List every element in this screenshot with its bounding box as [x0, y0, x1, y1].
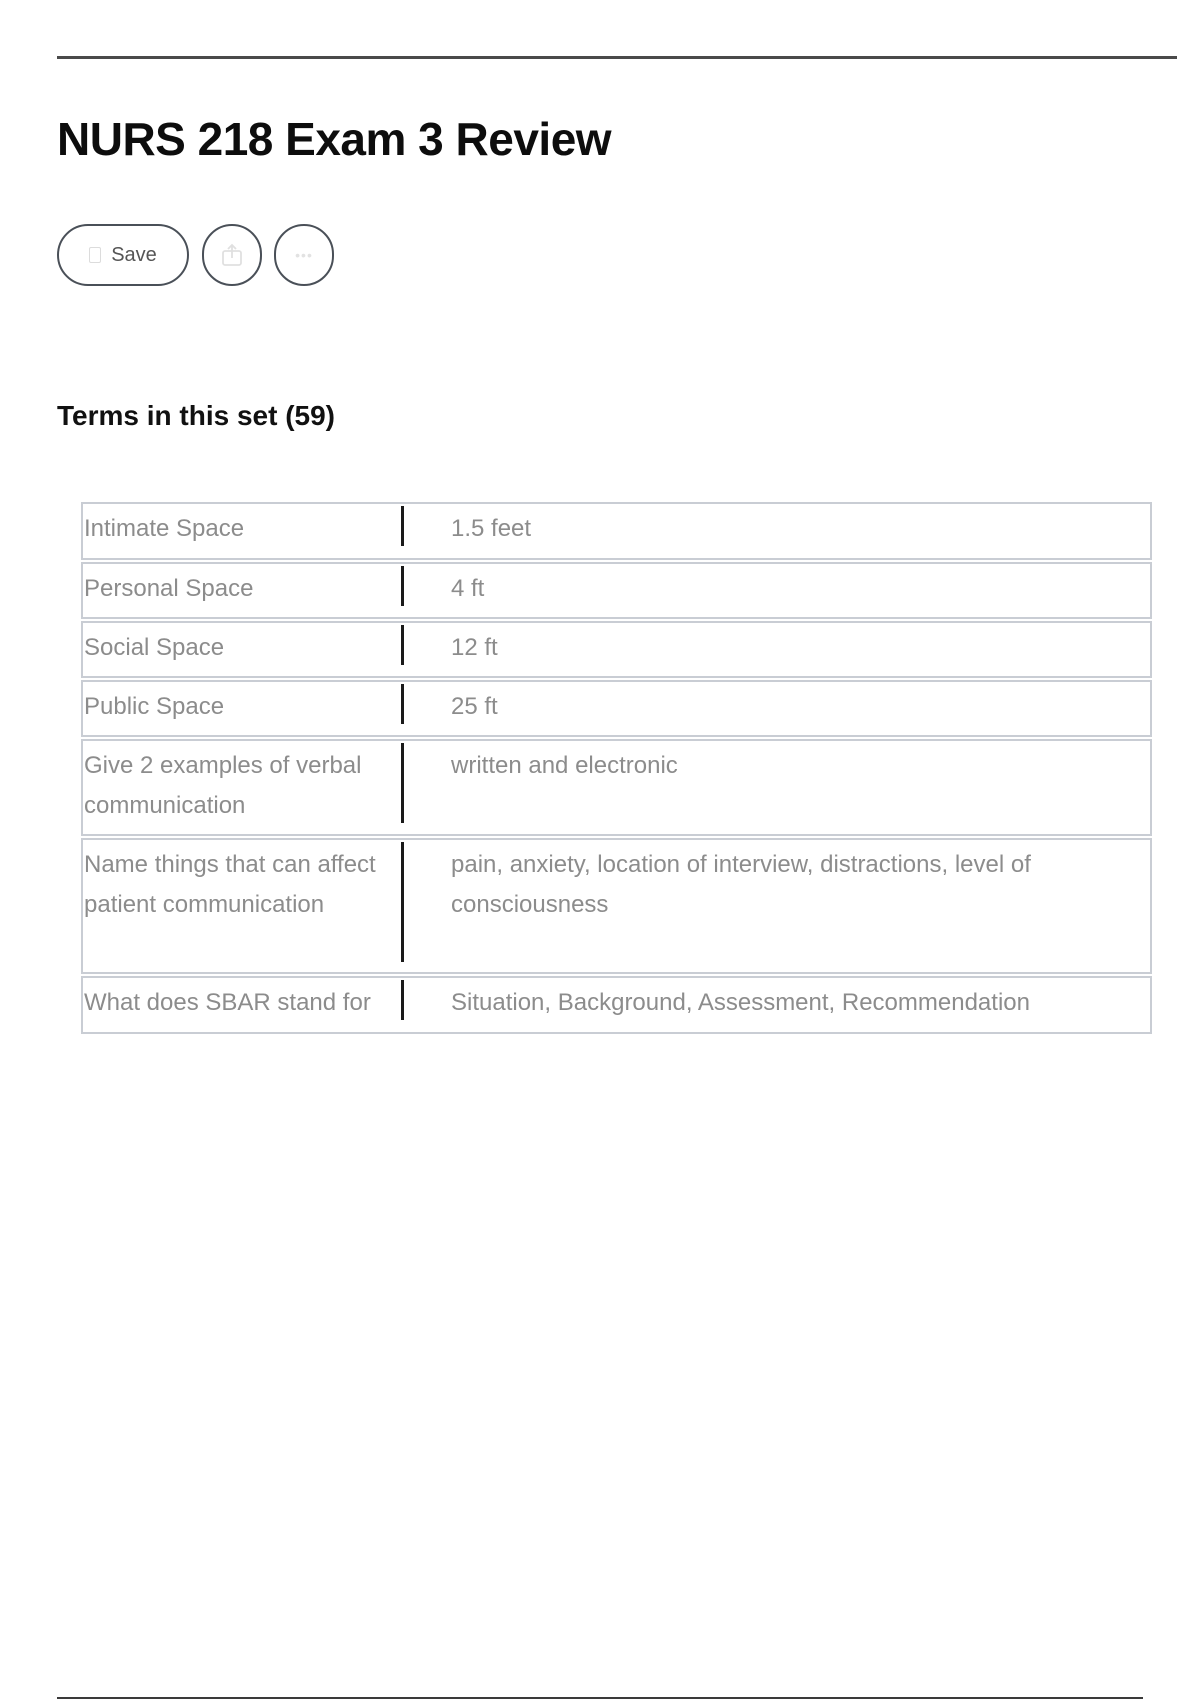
top-divider: [57, 56, 1177, 59]
row-divider: [401, 743, 404, 823]
term-text: Give 2 examples of verbal communication: [84, 752, 362, 819]
terms-table: [81, 502, 1152, 1036]
term-text: Public Space: [84, 693, 225, 720]
term-text: What does SBAR stand for: [84, 989, 371, 1016]
terms-count-heading: Terms in this set (59): [57, 400, 336, 431]
save-button[interactable]: [57, 224, 189, 286]
term-row: [81, 739, 1152, 836]
bottom-divider: [57, 1697, 1143, 1699]
term-row: [81, 976, 1152, 1034]
definition-text: 25 ft: [451, 693, 498, 720]
definition-text: 4 ft: [451, 575, 485, 602]
row-divider: [401, 980, 404, 1020]
term-row: [81, 621, 1152, 678]
term-row: [81, 562, 1152, 619]
definition-text: pain, anxiety, location of interview, distractions, level of consciousness: [451, 851, 1031, 918]
term-row: [81, 838, 1152, 974]
term-text: Intimate Space: [84, 515, 245, 542]
share-icon: [219, 242, 245, 268]
row-divider: [401, 625, 404, 665]
more-button[interactable]: [274, 224, 334, 286]
save-button-label: Save: [111, 243, 157, 266]
definition-text: Situation, Background, Assessment, Recommendation: [451, 989, 1030, 1016]
share-button[interactable]: [202, 224, 262, 286]
term-row: [81, 502, 1152, 560]
term-text: Personal Space: [84, 575, 254, 602]
definition-text: written and electronic: [451, 752, 678, 779]
term-text: Name things that can affect patient communication: [84, 851, 376, 918]
row-divider: [401, 842, 404, 962]
definition-text: 12 ft: [451, 634, 498, 661]
term-text: Social Space: [84, 634, 225, 661]
more-icon: •••: [295, 247, 313, 263]
page-title: NURS 218 Exam 3 Review: [57, 113, 612, 165]
definition-text: 1.5 feet: [451, 515, 532, 542]
row-divider: [401, 684, 404, 724]
row-divider: [401, 566, 404, 606]
bookmark-icon: [89, 247, 101, 263]
term-row: [81, 680, 1152, 737]
row-divider: [401, 506, 404, 546]
